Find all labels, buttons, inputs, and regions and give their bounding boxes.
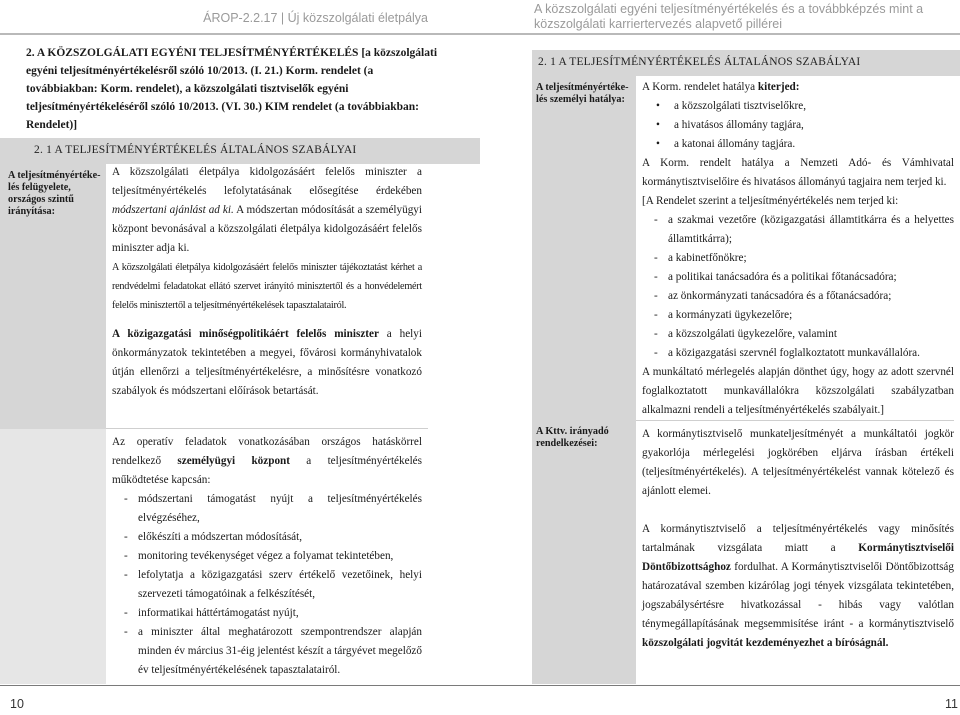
page-number: 11 — [945, 697, 958, 711]
list-item: - lefolytatja a közigazgatási szerv értékelő vezetőinek, helyi szervezeti támogatóinak a felkészítését, — [112, 566, 422, 604]
right-page — [480, 0, 960, 715]
paragraph-nav-exclusion: A Korm. rendelt hatálya a Nemzeti Adó- és Vámhivatal kormánytisztviselőire és hivatásos állományú tagjaira nem terjed ki. — [642, 157, 954, 188]
section-band — [532, 50, 960, 76]
band-title: 2. 1 A TELJESÍTMÉNYÉRTÉKELÉS ÁLTALÁNOS SZABÁLYAI — [34, 144, 357, 156]
right-running-header — [534, 2, 923, 36]
paragraph-quality-policy: A közigazgatási minőségpolitikáért felelős miniszter a helyi önkormányzatok tekintetében a megyei, fővárosi kormányhivatalok útján ellenőrzi a teljesítményértékelésre, a minősítésre vonatkozó szabályok és módszertani előírások betartását. — [112, 328, 422, 397]
footer-rule — [0, 685, 480, 686]
row-label-scope: A teljesítményértéke-lés személyi hatálya: — [536, 82, 629, 105]
header-rule — [480, 33, 960, 35]
operative-tasks — [112, 433, 422, 680]
row-divider — [636, 420, 954, 421]
list-item: - a szakmai vezetőre (közigazgatási államtitkárra és a helyettes államtitkárra); — [642, 211, 954, 249]
paragraph-methodology: A közszolgálati életpálya kidolgozásáért felelős miniszter a teljesítményértékelés lefolytatásának elősegítése érdekében módszertani ajánlást ad ki. A módszertan módosítását a személyügyi központ bevonásával a közszolgálati életpálya kidolgozásáért felelős miniszter adja ki. — [112, 166, 422, 254]
kttv-text — [642, 425, 954, 653]
list-item: • a katonai állomány tagjára. — [642, 135, 954, 154]
exclusion-list — [642, 211, 954, 363]
paragraph-appeal: A kormánytisztviselő a teljesítményértékelés vagy minősítés tartalmának vizsgálata miatt a Kormánytisztviselői Döntőbizottsághoz fordulhat. A Kormánytisztviselői Döntőbizottság határozatával szemben kizárólag jogi tények vizsgálata tekintetében, jogszabálysértésre hivatkozással - hibás vagy valótlan ténymegállapításának megsemmisítése iránt - a kormánytisztviselő közszolgálati jogvitát kezdeményezhet a bíróságnál. — [642, 523, 954, 649]
band-title: 2. 1 A TELJESÍTMÉNYÉRTÉKELÉS ÁLTALÁNOS SZABÁLYAI — [538, 56, 861, 68]
footer-rule — [480, 685, 960, 686]
list-item: - módszertani támogatást nyújt a teljesítményértékelés elvégzéséhez, — [112, 490, 422, 528]
label-cell — [0, 164, 106, 429]
list-item: - a kormányzati ügykezelőre; — [642, 306, 954, 325]
header-rule — [0, 33, 480, 35]
list-item: • a hivatásos állomány tagjára, — [642, 116, 954, 135]
label-cell-empty — [0, 429, 106, 684]
hr-center-task-list — [112, 490, 422, 680]
main-text — [112, 163, 422, 401]
list-item: - a politikai tanácsadóra és a politikai főtanácsadóra; — [642, 268, 954, 287]
label-cell — [532, 420, 636, 684]
list-item: - a kabinetfőnökre; — [642, 249, 954, 268]
row-label-kttv: A Kttv. irányadó rendelkezései: — [536, 426, 609, 449]
paragraph-evaluation: A kormánytisztviselő munkateljesítményét a munkáltatói jogkör gyakorlója mérlegelési jogkörében eljárva írásban értékeli (teljesítményértékelés). A teljesítményértékelést vannak kötelező és ajánlott elemei. — [642, 428, 954, 497]
paragraph-information: A közszolgálati életpálya kidolgozásáért felelős miniszter tájékoztatást kérhet a rendvédelmi feladatokat ellátó szervet irányító minisztertől és a honvédelemért felelős minisztertől a teljesítményértékelések tapasztalatairól. — [112, 262, 422, 311]
row-label: A teljesítményértéke-lés felügyelete, országos szintű irányítása: — [8, 170, 101, 217]
row-divider — [106, 428, 428, 429]
list-item: - előkészíti a módszertan módosítását, — [112, 528, 422, 547]
paragraph-scope-intro: A Korm. rendelet hatálya kiterjed: — [642, 81, 800, 93]
left-running-header: ÁROP-2.2.17 | Új közszolgálati életpálya — [203, 11, 428, 25]
section-title: 2. A KÖZSZOLGÁLATI EGYÉNI TELJESÍTMÉNYÉRTÉKELÉS [a közszolgálati egyéni teljesítményértékelésről szóló 10/2013. (I. 21.) Korm. rendelet (a továbbiakban: Korm. rendelet), a közszolgálati tisztviselők egyéni teljesítményértékeléséről szóló 10/2013. (VI. 30.) KIM rendelet (a továbbiakban: Rendelet)] — [26, 47, 438, 131]
paragraph-rendelet-intro: [A Rendelet szerint a teljesítményértékelés nem terjed ki: — [642, 195, 899, 207]
header-line-1: A közszolgálati egyéni teljesítményértékelés és a továbbképzés mint a — [534, 2, 924, 16]
list-item: - monitoring tevékenységet végez a folyamat tekintetében, — [112, 547, 422, 566]
list-item: - a közigazgatási szervnél foglalkoztatott munkavállalóra. — [642, 344, 954, 363]
section-band — [0, 138, 480, 164]
list-item: - a miniszter által meghatározott szempontrendszer alapján minden év március 31-éig jelentést készít a tárgyévet megelőző év teljesítményértékelésének tapasztalatairól. — [112, 623, 422, 680]
scope-text — [642, 78, 954, 420]
page-number: 10 — [10, 697, 24, 711]
scope-bullet-list — [642, 97, 954, 154]
header-line-2: közszolgálati karriertervezés alapvető pillérei — [534, 17, 783, 31]
paragraph-hr-center: Az operatív feladatok vonatkozásában országos hatáskörrel rendelkező személyügyi központ a teljesítményértékelés működtetése kapcsán: — [112, 436, 422, 486]
list-item: - a közszolgálati ügykezelőre, valamint — [642, 325, 954, 344]
paragraph-employer-decision: A munkáltató mérlegelés alapján dönthet úgy, hogy az adott szervnél foglalkoztatott munkavállalókra közszolgálati szabályzatban alkalmazni rendeli a teljesítményértékelés szabályait.] — [642, 366, 954, 416]
label-cell — [532, 76, 636, 420]
list-item: • a közszolgálati tisztviselőkre, — [642, 97, 954, 116]
list-item: - informatikai háttértámogatást nyújt, — [112, 604, 422, 623]
list-item: - az önkormányzati tanácsadóra és a főtanácsadóra; — [642, 287, 954, 306]
